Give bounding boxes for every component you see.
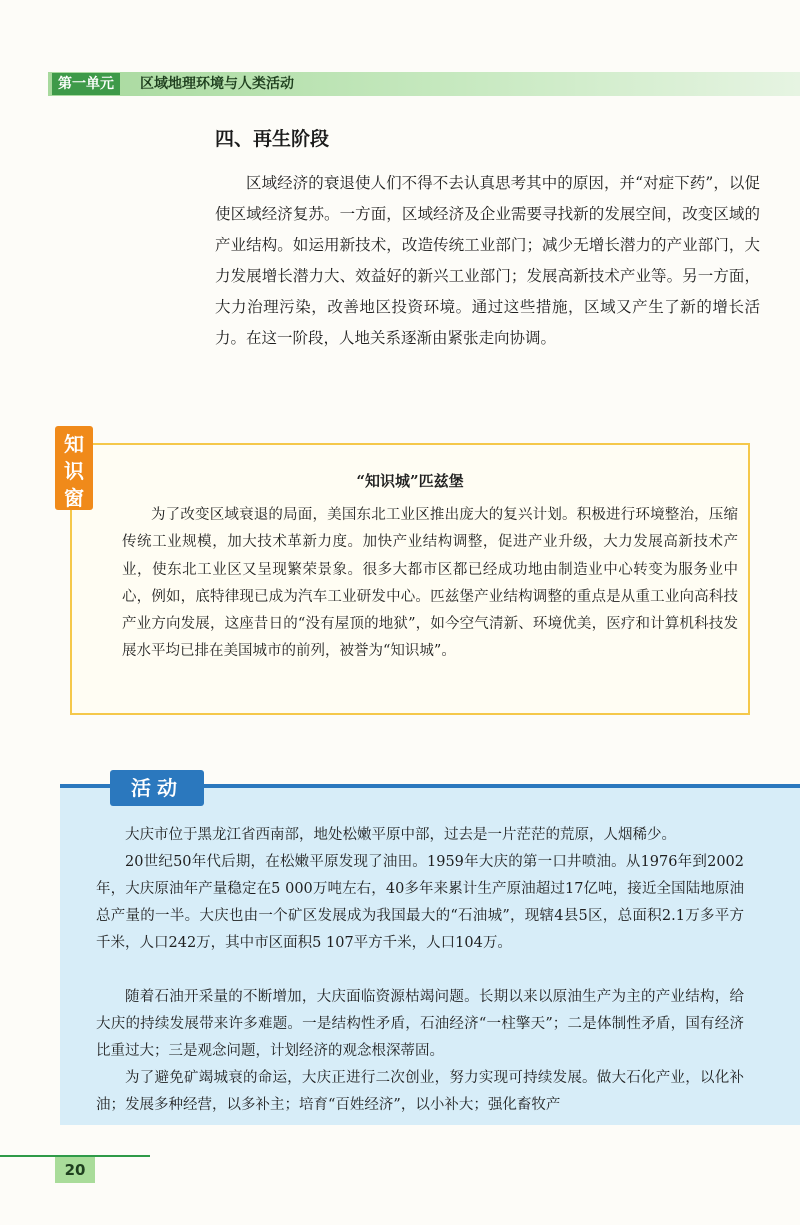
activity-paragraph: 随着石油开采量的不断增加，大庆面临资源枯竭问题。长期以来以原油生产为主的产业结构，给大庆的持续发展带来许多难题。一是结构性矛盾，石油经济“一柱擎天”；二是体制性矛盾，国有经济比重过大；三是观念问题，计划经济的观念根深蒂固。 bbox=[96, 989, 744, 1059]
knowledge-tab-char: 窗 bbox=[64, 486, 84, 510]
activity-paragraph: 大庆市位于黑龙江省西南部，地处松嫩平原中部，过去是一片茫茫的荒原，人烟稀少。 bbox=[125, 827, 676, 843]
knowledge-tab-char: 识 bbox=[64, 459, 84, 483]
page-number: 20 bbox=[64, 1161, 86, 1179]
knowledge-title: “知识城”匹兹堡 bbox=[356, 472, 464, 490]
knowledge-body: 为了改变区域衰退的局面，美国东北工业区推出庞大的复兴计划。积极进行环境整治，压缩传统工业规模，加大技术革新力度。加快产业结构调整，促进产业升级，大力发展高新技术产业，使东北工业区又呈现繁荣景象。很多大都市区都已经成功地由制造业中心转变为服务业中心，例如，底特律现已成为汽车工业研发中心。匹兹堡产业结构调整的重点是从重工业向高科技产业方向发展，这座昔日的“没有屋顶的地狱”，如今空气清新、环境优美，医疗和计算机科技发展水平均已排在美国城市的前列，被誉为“知识城”。 bbox=[122, 507, 738, 660]
activity-label: 活动 bbox=[131, 776, 183, 800]
section-heading: 四、再生阶段 bbox=[215, 128, 330, 150]
activity-paragraph: 为了避免矿竭城衰的命运，大庆正进行二次创业，努力实现可持续发展。做大石化产业，以化补油；发展多种经营，以多补主；培育“百姓经济”，以小补大；强化畜牧产 bbox=[96, 1070, 744, 1113]
unit-label: 第一单元 bbox=[52, 73, 120, 95]
section-paragraph: 区域经济的衰退使人们不得不去认真思考其中的原因，并“对症下药”，以促使区域经济复苏。一方面，区域经济及企业需要寻找新的发展空间，改变区域的产业结构。如运用新技术，改造传统工业部门；减少无增长潜力的产业部门，大力发展增长潜力大、效益好的新兴工业部门；发展高新技术产业等。另一方面，大力治理污染，改善地区投资环境。通过这些措施，区域又产生了新的增长活力。在这一阶段，人地关系逐渐由紧张走向协调。 bbox=[215, 174, 760, 347]
knowledge-tab-char: 知 bbox=[64, 432, 84, 456]
unit-title: 区域地理环境与人类活动 bbox=[140, 76, 294, 92]
activity-paragraph: 20世纪50年代后期，在松嫩平原发现了油田。1959年大庆的第一口井喷油。从1976年到2002年，大庆原油年产量稳定在5 000万吨左右，40多年来累计生产原油超过17亿吨，接近全国陆地原油总产量的一半。大庆也由一个矿区发展成为我国最大的“石油城”，现辖4县5区，总面积2.1万多平方千米，人口242万，其中市区面积5 107平方千米，人口104万。 bbox=[96, 854, 744, 951]
